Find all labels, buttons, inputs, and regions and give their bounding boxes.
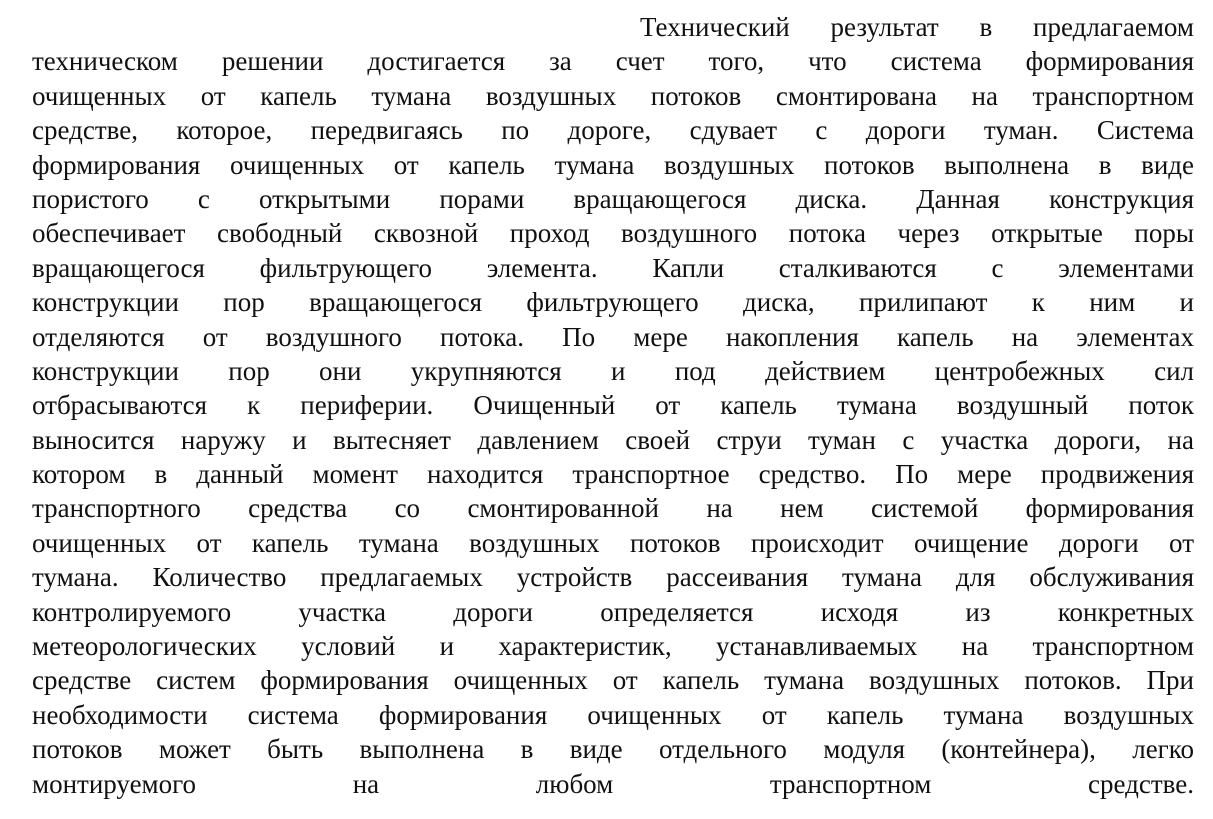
paragraph-line-14: котором в данный момент находится транспортное средство. По мере продвижения: [32, 459, 1194, 490]
paragraph-line-13: выносится наружу и вытесняет давлением своей струи туман с участка дороги, на: [32, 424, 1194, 455]
paragraph-line-10: отделяются от воздушного потока. По мере накопления капель на элементах: [32, 321, 1194, 352]
paragraph-line-12: отбрасываются к периферии. Очищенный от капель тумана воздушный поток: [32, 390, 1194, 421]
paragraph-line-23: монтируемого на любом транспортном средстве.: [32, 768, 1194, 799]
paragraph-line-9: конструкции пор вращающегося фильтрующего диска, прилипают к ним и: [32, 287, 1194, 318]
paragraph-line-6: пористого с открытыми порами вращающегося диска. Данная конструкция: [32, 183, 1194, 214]
paragraph-line-11: конструкции пор они укрупняются и под действием центробежных сил: [32, 355, 1194, 386]
paragraph-line-15: транспортного средства со смонтированной на нем системой формирования: [32, 493, 1194, 524]
paragraph-line-19: метеорологических условий и характеристик, устанавливаемых на транспортном: [32, 631, 1194, 662]
paragraph-line-8: вращающегося фильтрующего элемента. Капли сталкиваются с элементами: [32, 252, 1194, 283]
paragraph-line-5: формирования очищенных от капель тумана воздушных потоков выполнена в виде: [32, 149, 1194, 180]
document-page: [32, 10, 1194, 801]
paragraph-line-17: тумана. Количество предлагаемых устройств рассеивания тумана для обслуживания: [32, 562, 1194, 593]
paragraph-line-20: средстве систем формирования очищенных от капель тумана воздушных потоков. При: [32, 665, 1194, 696]
paragraph-line-21: необходимости система формирования очищенных от капель тумана воздушных: [32, 699, 1194, 730]
paragraph-line-3: очищенных от капель тумана воздушных потоков смонтирована на транспортном: [32, 80, 1194, 111]
paragraph-line-1: Технический результат в предлагаемом: [640, 12, 1194, 42]
paragraph-line-4: средстве, которое, передвигаясь по дороге, сдувает с дороги туман. Система: [32, 115, 1194, 146]
paragraph-line-2: техническом решении достигается за счет того, что система формирования: [32, 46, 1194, 77]
paragraph-line-22: потоков может быть выполнена в виде отдельного модуля (контейнера), легко: [32, 734, 1194, 765]
paragraph-line-18: контролируемого участка дороги определяется исходя из конкретных: [32, 596, 1194, 627]
paragraph-line-7: обеспечивает свободный сквозной проход воздушного потока через открытые поры: [32, 218, 1194, 249]
paragraph-line-16: очищенных от капель тумана воздушных потоков происходит очищение дороги от: [32, 527, 1194, 558]
